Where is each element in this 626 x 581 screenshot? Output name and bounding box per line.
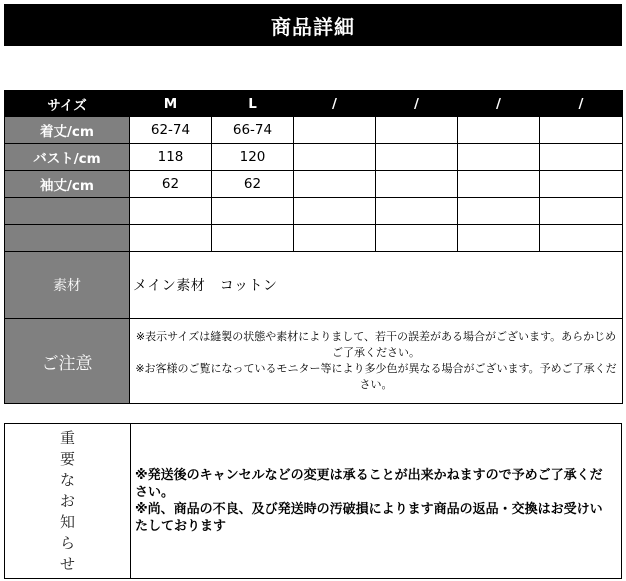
table-cell xyxy=(540,198,623,225)
table-row xyxy=(5,144,623,171)
size-column-header: / xyxy=(540,91,623,117)
table-cell xyxy=(540,144,623,171)
label-char: 重 xyxy=(59,428,75,447)
table-cell: 62-74 xyxy=(130,117,212,144)
material-label: 素材 xyxy=(5,252,130,319)
table-cell: 62 xyxy=(212,171,294,198)
table-cell xyxy=(540,117,623,144)
table-cell xyxy=(212,198,294,225)
label-char: 知 xyxy=(59,512,75,531)
notice-line: ※尚、商品の不良、及び発送時の汚破損によります商品の返品・交換はお受けいたしております xyxy=(135,502,603,534)
label-char: お xyxy=(59,491,75,510)
notes-text xyxy=(130,319,623,404)
table-cell xyxy=(540,225,623,252)
important-notice-label xyxy=(5,424,131,578)
label-char: な xyxy=(59,470,75,489)
material-text: メイン素材 コットン xyxy=(130,252,623,319)
table-cell xyxy=(376,225,458,252)
table-cell xyxy=(458,225,540,252)
table-cell xyxy=(376,117,458,144)
table-cell xyxy=(458,117,540,144)
size-column-header: L xyxy=(212,91,294,117)
table-cell: 118 xyxy=(130,144,212,171)
table-cell xyxy=(376,198,458,225)
table-cell xyxy=(294,144,376,171)
size-header-label: サイズ xyxy=(5,91,130,117)
row-label xyxy=(5,198,130,225)
page-title: 商品詳細 xyxy=(271,14,355,39)
row-label xyxy=(5,225,130,252)
table-cell xyxy=(376,144,458,171)
table-cell xyxy=(458,144,540,171)
table-cell xyxy=(294,198,376,225)
table-cell xyxy=(130,198,212,225)
note-line: ※お客様のご覧になっているモニター等により多少色が異なる場合がございます。予めご了承ください。 xyxy=(135,362,617,391)
important-notice-body xyxy=(131,424,621,578)
row-label: バスト/cm xyxy=(5,144,130,171)
table-row xyxy=(5,225,623,252)
size-column-header: / xyxy=(376,91,458,117)
size-column-header: / xyxy=(294,91,376,117)
table-cell xyxy=(130,225,212,252)
row-label: 着丈/cm xyxy=(5,117,130,144)
table-cell xyxy=(458,171,540,198)
notes-row xyxy=(5,319,623,404)
material-row xyxy=(5,252,623,319)
table-row xyxy=(5,198,623,225)
size-header-row xyxy=(5,91,623,117)
table-row xyxy=(5,117,623,144)
table-row xyxy=(5,171,623,198)
table-cell xyxy=(294,225,376,252)
size-column-header: M xyxy=(130,91,212,117)
important-notice-box xyxy=(4,423,622,579)
size-table xyxy=(4,90,623,404)
table-cell xyxy=(212,225,294,252)
notice-line: ※発送後のキャンセルなどの変更は承ることが出来かねますので予めご了承ください。 xyxy=(135,468,603,500)
table-cell xyxy=(540,171,623,198)
label-char: せ xyxy=(59,554,75,573)
table-cell xyxy=(458,198,540,225)
row-label: 袖丈/cm xyxy=(5,171,130,198)
table-cell: 66-74 xyxy=(212,117,294,144)
note-line: ※表示サイズは縫製の状態や素材によりまして、若干の誤差がある場合がございます。あらかじめご了承ください。 xyxy=(135,330,617,359)
table-cell xyxy=(376,171,458,198)
label-char: 要 xyxy=(59,449,75,468)
label-char: ら xyxy=(59,533,75,552)
table-cell xyxy=(294,117,376,144)
notes-label: ご注意 xyxy=(5,319,130,404)
table-cell: 62 xyxy=(130,171,212,198)
table-cell: 120 xyxy=(212,144,294,171)
table-cell xyxy=(294,171,376,198)
page-title-bar xyxy=(4,4,622,46)
size-column-header: / xyxy=(458,91,540,117)
